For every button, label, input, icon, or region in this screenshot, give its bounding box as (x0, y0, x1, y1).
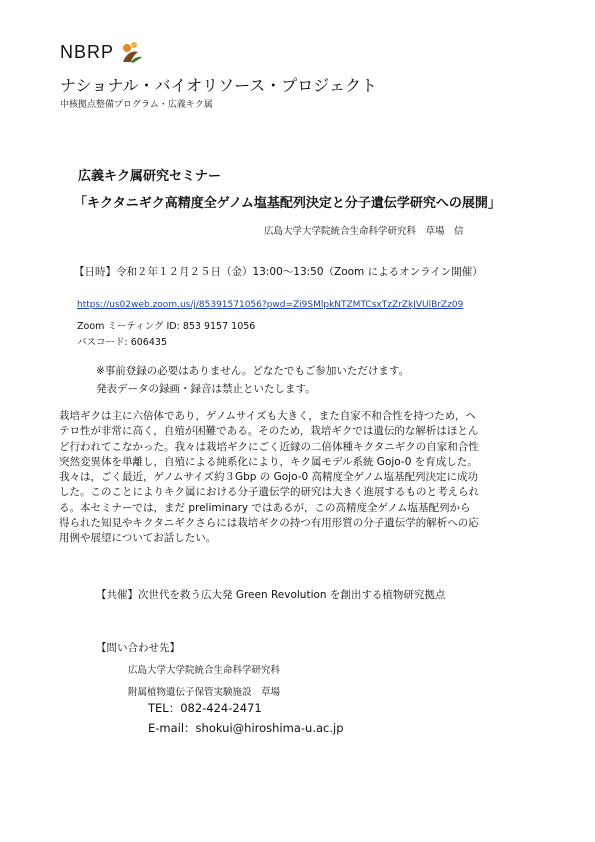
event-datetime: 【日時】令和２年１２月２５日（金）13:00～13:50（Zoom によるオンライン開催） (74, 266, 483, 278)
contact-organization: 広島大学大学院統合生命科学研究科 (128, 665, 281, 676)
registration-note: ※事前登録の必要はありません。どなたでもご参加いただけます。 (96, 365, 410, 377)
abstract-line: 我々は，ごく最近，ゲノムサイズ約３Gbp の Gojo-0 高精度全ゲノム塩基配列決定に成功 (59, 471, 479, 484)
zoom-link[interactable]: https://us02web.zoom.us/j/85391571056?pwd=Zi9SMlpkNTZMTCsxTzZrZkJVUlBrZz09 (77, 300, 464, 310)
zoom-passcode: パスコード: 606435 (77, 337, 167, 348)
contact-email[interactable]: E-mail：shokui@hiroshima-u.ac.jp (148, 721, 344, 735)
abstract-paragraph (59, 409, 539, 547)
talk-title: 「キクタニギク高精度全ゲノム塩基配列決定と分子遺伝学研究への展開」 (74, 196, 501, 211)
nbrp-logo-icon (118, 40, 144, 64)
project-subtitle: 中核拠点整備プログラム・広義キク属 (60, 100, 213, 110)
abstract-line: る。本セミナーでは，まだ preliminary ではあるが，この高精度全ゲノム塩基配列から (59, 501, 471, 514)
zoom-meeting-id: Zoom ミーティング ID: 853 9157 1056 (77, 321, 256, 332)
seminar-title: 広義キク属研究セミナー (78, 169, 222, 184)
contact-heading: 【問い合わせ先】 (96, 642, 180, 654)
speaker: 広島大学大学院統合生命科学研究科 草場 信 (264, 226, 464, 237)
abstract-line: 栽培ギクは主に六倍体であり，ゲノムサイズも大きく，また自家不和合性を持つため，ヘ (59, 410, 476, 422)
abstract-line: 得られた知見やキクタニギクさらには栽培ギクの持つ有用形質の分子遺伝学的解析への応 (59, 517, 479, 530)
abstract-line: 突然変異体を単離し，自殖による純系化により，キク属モデル系統 Gojo-0 を育成した。 (59, 455, 478, 468)
contact-phone: TEL：082-424-2471 (148, 701, 262, 715)
project-title: ナショナル・バイオリソース・プロジェクト (60, 76, 377, 95)
abstract-line: ど行われてこなかった。我々は栽培ギクにごく近縁の二倍体種キクタニギクの自家和合性 (59, 440, 479, 453)
nbrp-logo-text: NBRP (60, 42, 115, 62)
abstract-line: した。このことによりキク属における分子遺伝学的研究は大きく進展するものと考えられ (59, 486, 479, 499)
abstract-line: 用例や展望についてお話したい。 (59, 532, 217, 545)
abstract-line: テロ性が非常に高く，自殖が困難である。そのため，栽培ギクでは遺伝的な解析はほとん (59, 425, 479, 438)
cosponsor: 【共催】次世代を救う広大発 Green Revolution を創出する植物研究拠点 (96, 589, 446, 601)
recording-note: 発表データの録画・録音は禁止といたします。 (96, 383, 316, 395)
contact-facility: 附属植物遺伝子保管実験施設 草場 (128, 687, 281, 698)
